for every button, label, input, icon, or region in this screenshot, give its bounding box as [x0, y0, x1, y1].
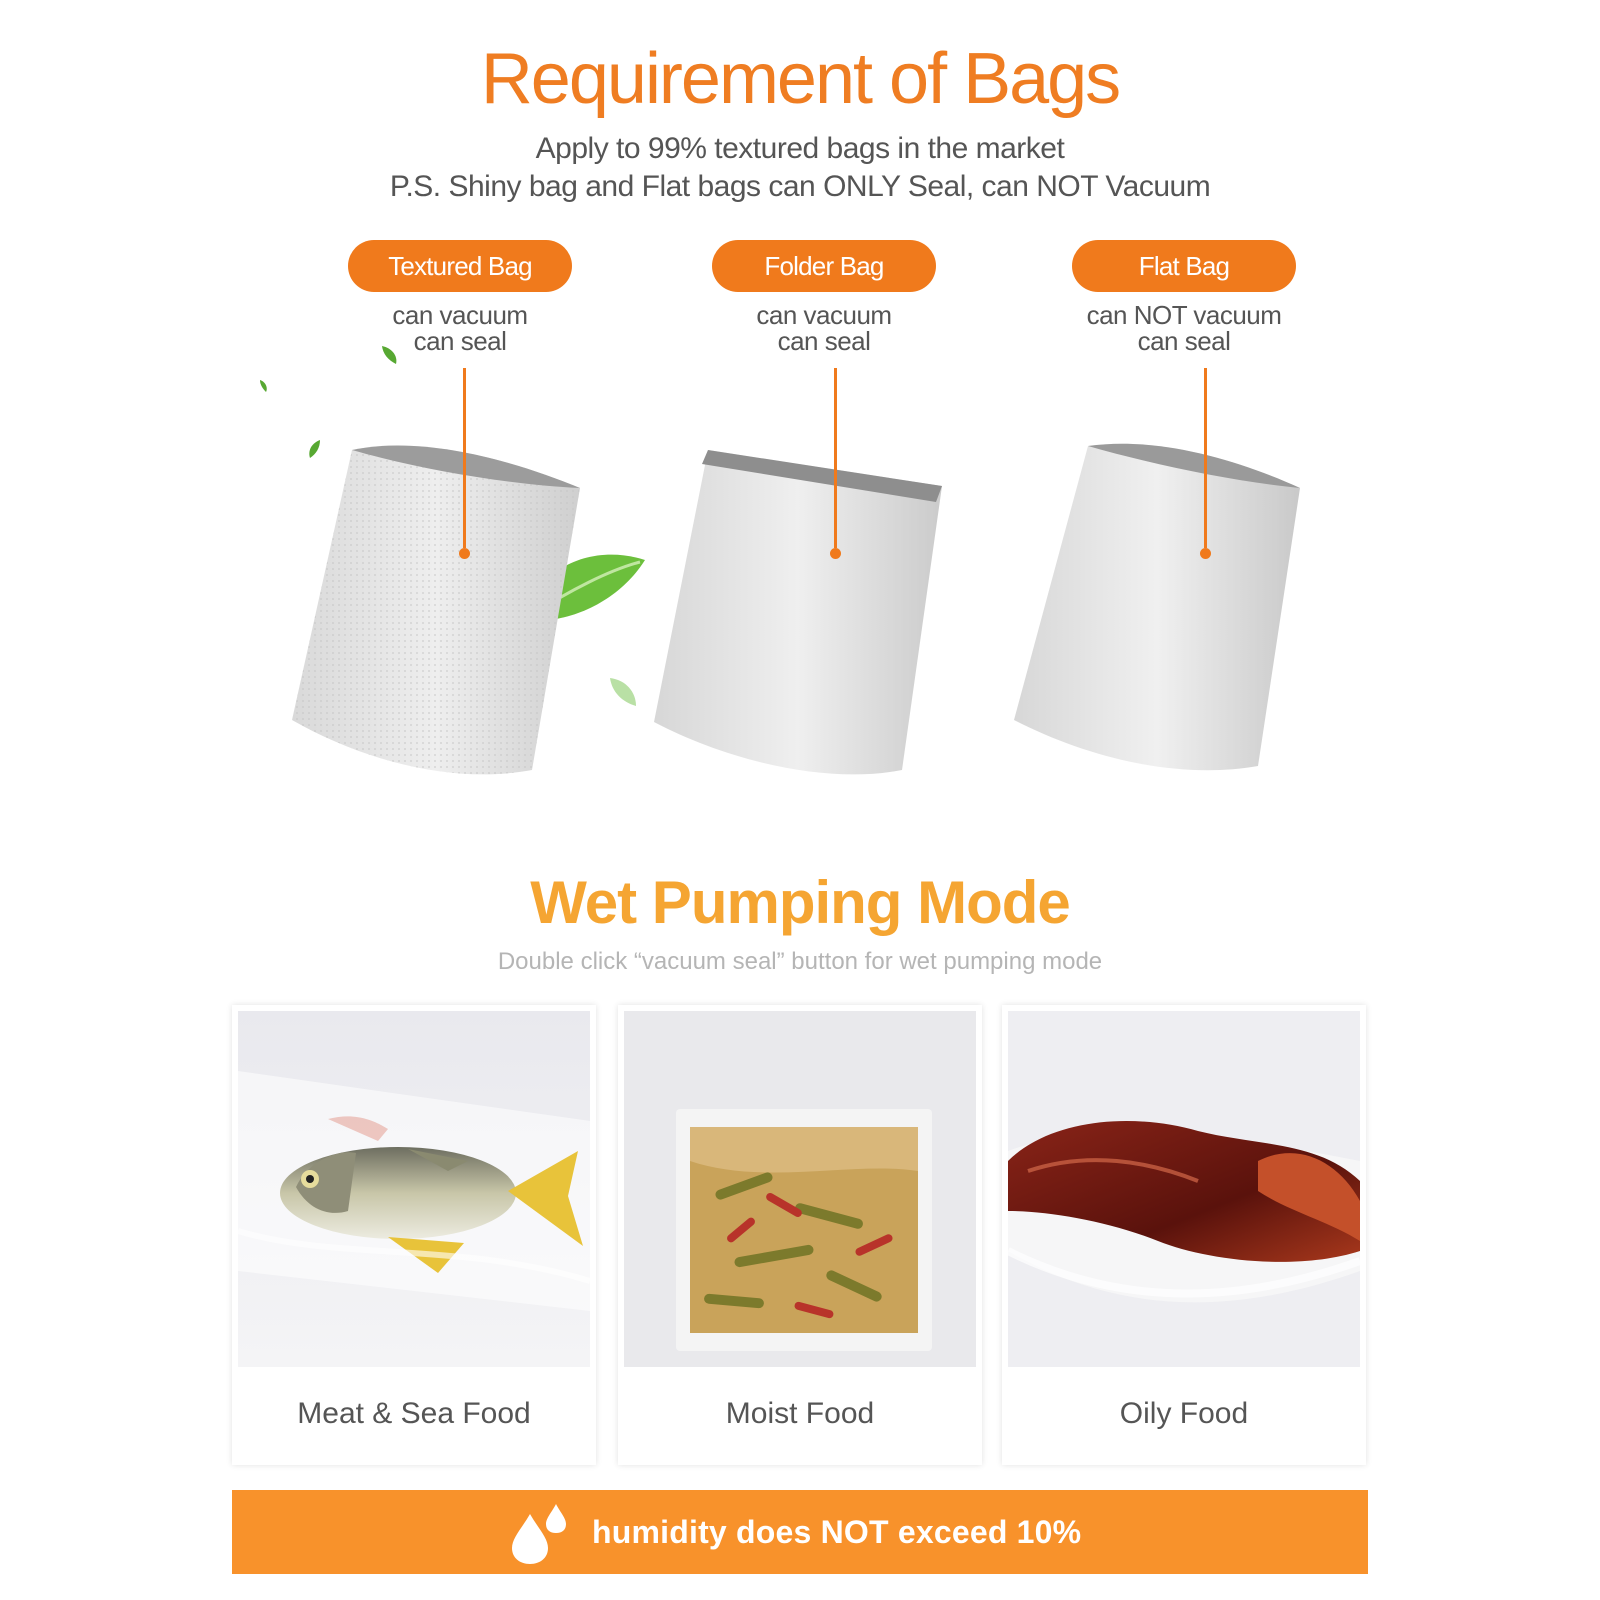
bag-capability-vacuum: can NOT vacuum — [1086, 300, 1282, 330]
vacuum-sealed-oily-food-photo — [1008, 1011, 1360, 1367]
food-card-label: Oily Food — [1119, 1397, 1249, 1430]
bag-capability-seal: can seal — [1137, 326, 1231, 356]
humidity-text: humidity does NOT exceed 10% — [592, 1514, 1082, 1550]
bag-capability-vacuum: can vacuum — [756, 300, 892, 330]
bag-capability-vacuum: can vacuum — [392, 300, 528, 330]
bag-type-flat — [1064, 240, 1304, 354]
leaf-icon — [606, 674, 640, 710]
bag-name-pill: Folder Bag — [712, 240, 936, 292]
pointer-line — [463, 368, 466, 548]
bag-capability-seal: can seal — [777, 326, 871, 356]
pointer-dot — [830, 548, 841, 559]
pointer-line — [1204, 368, 1207, 548]
food-card-oily — [1002, 1005, 1366, 1465]
pointer-dot — [1200, 548, 1211, 559]
vacuum-sealed-fish-photo — [238, 1011, 590, 1367]
food-card-label: Moist Food — [725, 1397, 875, 1430]
bag-name-pill: Flat Bag — [1072, 240, 1296, 292]
folder-bag-image — [646, 440, 956, 790]
leaf-icon — [258, 378, 270, 394]
pointer-line — [834, 368, 837, 548]
bag-type-textured — [340, 240, 580, 354]
water-drop-icon — [508, 1500, 574, 1566]
textured-bag-image — [282, 440, 602, 800]
food-card-moist — [618, 1005, 982, 1465]
flat-bag-image — [1008, 440, 1318, 790]
food-card-label: Meat & Sea Food — [297, 1397, 531, 1430]
vacuum-sealed-moist-food-photo — [624, 1011, 976, 1367]
subtitle-line2: P.S. Shiny bag and Flat bags can ONLY Seal, can NOT Vacuum — [389, 170, 1211, 203]
humidity-banner — [232, 1490, 1368, 1574]
bag-type-folder — [704, 240, 944, 354]
wet-mode-subtitle: Double click “vacuum seal” button for wet pumping mode — [497, 948, 1103, 975]
food-card-meat-seafood — [232, 1005, 596, 1465]
wet-mode-title: Wet Pumping Mode — [530, 869, 1070, 936]
pointer-dot — [459, 548, 470, 559]
page-title: Requirement of Bags — [480, 39, 1120, 119]
bag-capability-seal: can seal — [413, 326, 507, 356]
subtitle-line1: Apply to 99% textured bags in the market — [535, 132, 1065, 165]
bag-name-pill: Textured Bag — [348, 240, 572, 292]
